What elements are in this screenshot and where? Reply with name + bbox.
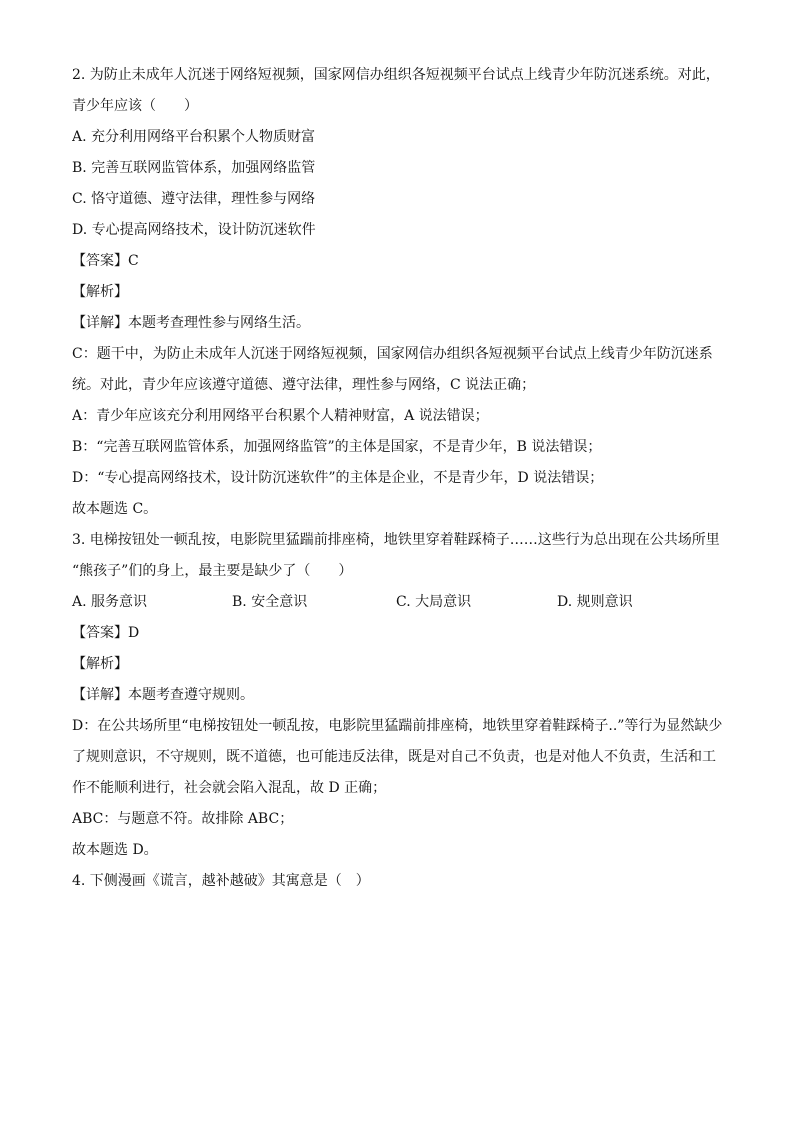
q2-option-c: C. 恪守道德、遵守法律，理性参与网络 — [72, 191, 316, 207]
q3-analysis-label: 【解析】 — [72, 656, 128, 672]
q2-analysis-a: A：青少年应该充分利用网络平台积累个人精神财富，A 说法错误； — [72, 408, 489, 424]
q3-option-c: C. 大局意识 — [396, 594, 472, 610]
q2-stem-line2: 青少年应该（ ） — [72, 98, 198, 114]
q2-conclusion: 故本题选 C。 — [72, 501, 158, 517]
q3-conclusion: 故本题选 D。 — [72, 842, 158, 858]
q3-analysis-d-line3: 作不能顺利进行，社会就会陷入混乱，故 D 正确； — [72, 780, 387, 796]
q2-analysis-c-line1: C：题干中，为防止未成年人沉迷于网络短视频，国家网信办组织各短视频平台试点上线青少年防沉迷系 — [72, 346, 713, 362]
q2-analysis-label: 【解析】 — [72, 284, 128, 300]
q3-detail: 【详解】本题考查遵守规则。 — [72, 687, 254, 703]
q2-stem-line1: 2. 为防止未成年人沉迷于网络短视频，国家网信办组织各短视频平台试点上线青少年防沉迷系统。对此， — [72, 67, 720, 83]
q2-detail: 【详解】本题考查理性参与网络生活。 — [72, 315, 310, 331]
q2-option-a: A. 充分利用网络平台积累个人物质财富 — [72, 129, 316, 145]
q3-option-b: B. 安全意识 — [232, 594, 308, 610]
q2-analysis-c-line2: 统。对此，青少年应该遵守道德、遵守法律，理性参与网络，C 说法正确； — [72, 377, 536, 393]
q3-option-a: A. 服务意识 — [72, 594, 148, 610]
q2-option-d: D. 专心提高网络技术，设计防沉迷软件 — [72, 222, 316, 238]
q3-options-row — [72, 587, 722, 618]
q2-analysis-d: D：“专心提高网络技术，设计防沉迷软件”的主体是企业，不是青少年，D 说法错误； — [72, 470, 604, 486]
q2-option-b: B. 完善互联网监管体系，加强网络监管 — [72, 160, 316, 176]
q2-answer: 【答案】C — [72, 253, 139, 269]
q3-option-d: D. 规则意识 — [557, 594, 633, 610]
exam-page — [72, 60, 722, 897]
q3-analysis-d-line1: D：在公共场所里“电梯按钮处一顿乱按，电影院里猛踹前排座椅，地铁里穿着鞋踩椅子..”等行为显然缺少 — [72, 718, 722, 734]
q2-analysis-b: B：“完善互联网监管体系，加强网络监管”的主体是国家，不是青少年，B 说法错误； — [72, 439, 602, 455]
q4-stem: 4. 下侧漫画《谎言，越补越破》其寓意是（ ） — [72, 873, 370, 889]
q3-analysis-d-line2: 了规则意识，不守规则，既不道德，也可能违反法律，既是对自己不负责，也是对他人不负责，生活和工 — [72, 749, 716, 765]
q3-answer: 【答案】D — [72, 625, 140, 641]
q3-stem-line2: “熊孩子”们的身上，最主要是缺少了（ ） — [72, 563, 353, 579]
q3-stem-line1: 3. 电梯按钮处一顿乱按，电影院里猛踹前排座椅，地铁里穿着鞋踩椅子……这些行为总出现在公共场所里 — [72, 532, 720, 548]
q3-analysis-abc: ABC：与题意不符。故排除 ABC； — [72, 811, 294, 827]
